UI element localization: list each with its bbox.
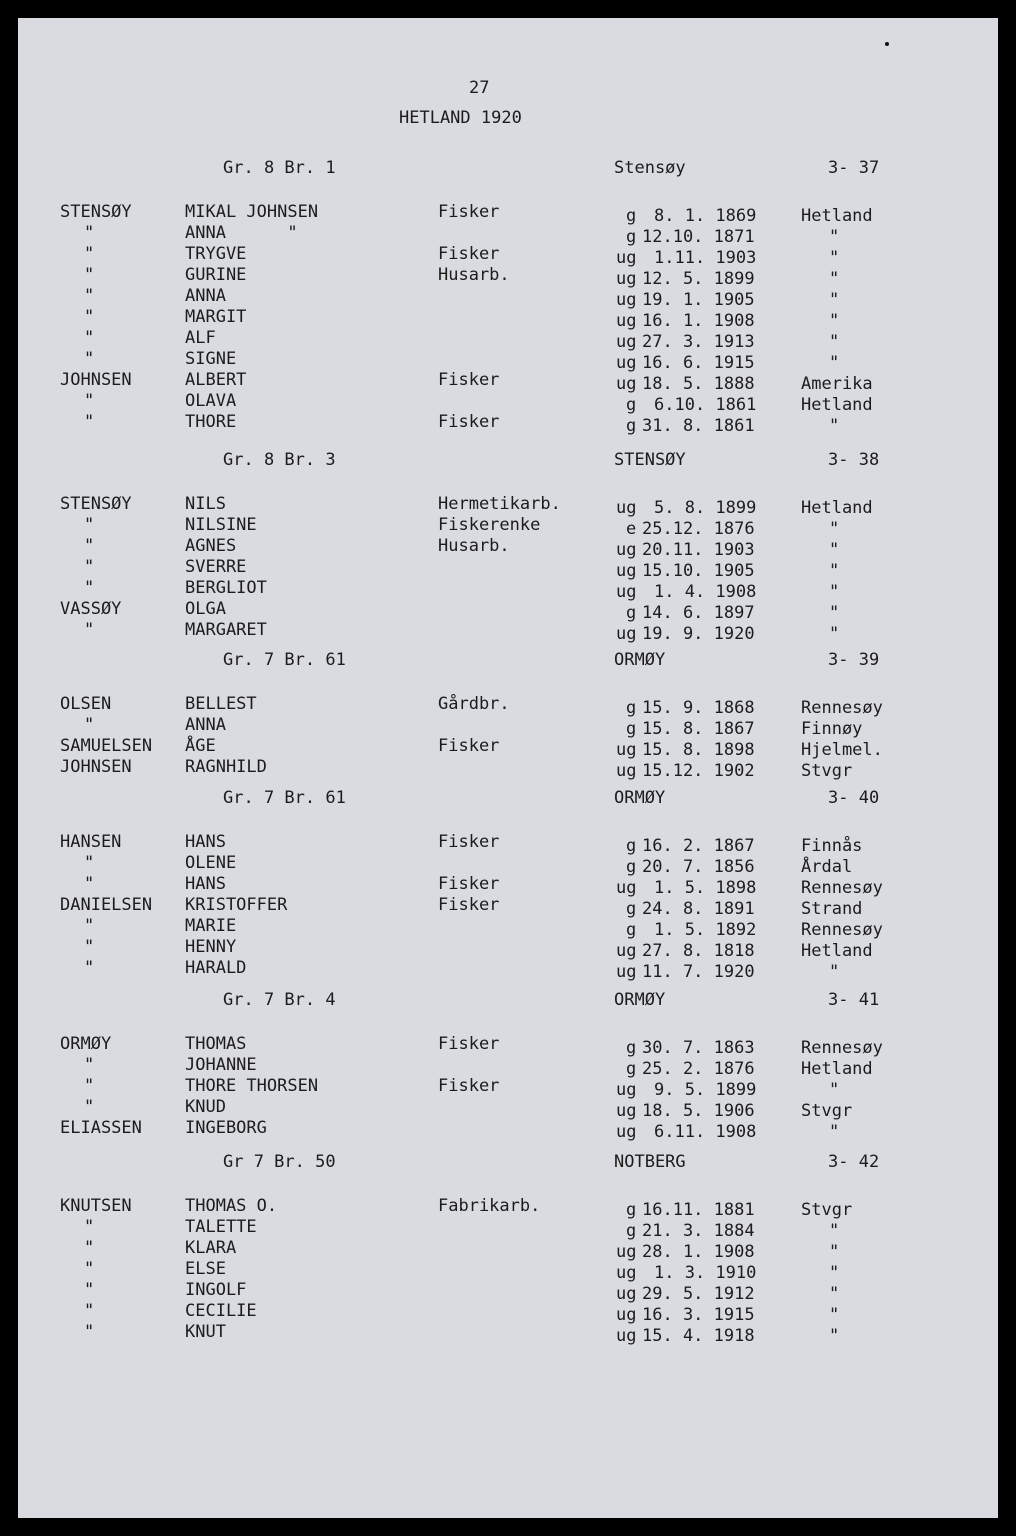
surname-cell: " bbox=[84, 578, 95, 598]
civil-status-cell: ug bbox=[616, 353, 637, 373]
birthplace-cell: " bbox=[829, 1122, 840, 1142]
occupation-cell: Fisker bbox=[438, 1076, 500, 1096]
birth-date-cell: 1. 3. 1910 bbox=[654, 1263, 757, 1283]
surname-cell: " bbox=[84, 412, 95, 432]
civil-status-cell: g bbox=[626, 698, 637, 718]
surname-cell: " bbox=[84, 1217, 95, 1237]
group-label: Gr. 7 Br. 4 bbox=[223, 990, 336, 1010]
birthplace-cell: " bbox=[829, 1080, 840, 1100]
surname-cell: " bbox=[84, 874, 95, 894]
birthplace-cell: " bbox=[829, 624, 840, 644]
civil-status-cell: e bbox=[626, 519, 637, 539]
civil-status-cell: ug bbox=[616, 1305, 637, 1325]
given-name-cell: GURINE bbox=[185, 265, 247, 285]
civil-status-cell: ug bbox=[616, 332, 637, 352]
given-name-cell: OLGA bbox=[185, 599, 226, 619]
given-name-cell: AGNES bbox=[185, 536, 237, 556]
birthplace-cell: Hjelmel. bbox=[801, 740, 883, 760]
surname-cell: VASSØY bbox=[60, 599, 122, 619]
civil-status-cell: ug bbox=[616, 1242, 637, 1262]
given-name-cell: THORE bbox=[185, 412, 237, 432]
birthplace-cell: Stvgr bbox=[801, 1200, 853, 1220]
occupation-cell: Fisker bbox=[438, 874, 500, 894]
surname-cell: " bbox=[84, 557, 95, 577]
birth-date-cell: 19. 9. 1920 bbox=[642, 624, 755, 644]
civil-status-cell: ug bbox=[616, 1101, 637, 1121]
civil-status-cell: ug bbox=[616, 624, 637, 644]
group-ref: 3- 42 bbox=[828, 1152, 880, 1172]
given-name-cell: BELLEST bbox=[185, 694, 257, 714]
occupation-cell: Fabrikarb. bbox=[438, 1196, 541, 1216]
birthplace-cell: " bbox=[829, 561, 840, 581]
group-label: Gr 7 Br. 50 bbox=[223, 1152, 336, 1172]
occupation-cell: Fisker bbox=[438, 832, 500, 852]
civil-status-cell: ug bbox=[616, 761, 637, 781]
civil-status-cell: ug bbox=[616, 269, 637, 289]
surname-cell: " bbox=[84, 244, 95, 264]
surname-cell: " bbox=[84, 1097, 95, 1117]
birthplace-cell: " bbox=[829, 416, 840, 436]
civil-status-cell: ug bbox=[616, 582, 637, 602]
birthplace-cell: Finnås bbox=[801, 836, 863, 856]
occupation-cell: Fisker bbox=[438, 895, 500, 915]
surname-cell: " bbox=[84, 1238, 95, 1258]
given-name-cell: CECILIE bbox=[185, 1301, 257, 1321]
surname-cell: " bbox=[84, 853, 95, 873]
occupation-cell: Fisker bbox=[438, 412, 500, 432]
occupation-cell: Fisker bbox=[438, 370, 500, 390]
surname-cell: " bbox=[84, 1076, 95, 1096]
group-label: Gr. 8 Br. 3 bbox=[223, 450, 336, 470]
given-name-cell: RAGNHILD bbox=[185, 757, 267, 777]
surname-cell: HANSEN bbox=[60, 832, 122, 852]
given-name-cell: ANNA bbox=[185, 715, 226, 735]
birth-date-cell: 18. 5. 1888 bbox=[642, 374, 755, 394]
given-name-cell: SIGNE bbox=[185, 349, 237, 369]
surname-cell: " bbox=[84, 937, 95, 957]
birth-date-cell: 14. 6. 1897 bbox=[642, 603, 755, 623]
given-name-cell: THOMAS O. bbox=[185, 1196, 278, 1216]
birthplace-cell: Strand bbox=[801, 899, 863, 919]
birthplace-cell: Stvgr bbox=[801, 1101, 853, 1121]
birthplace-cell: " bbox=[829, 269, 840, 289]
civil-status-cell: g bbox=[626, 416, 637, 436]
given-name-cell: OLENE bbox=[185, 853, 237, 873]
birth-date-cell: 1. 5. 1898 bbox=[654, 878, 757, 898]
birth-date-cell: 15.10. 1905 bbox=[642, 561, 755, 581]
birth-date-cell: 24. 8. 1891 bbox=[642, 899, 755, 919]
birthplace-cell: Årdal bbox=[801, 857, 853, 877]
given-name-cell: KLARA bbox=[185, 1238, 237, 1258]
given-name-cell: SVERRE bbox=[185, 557, 247, 577]
surname-cell: JOHNSEN bbox=[60, 370, 132, 390]
civil-status-cell: ug bbox=[616, 498, 637, 518]
birthplace-cell: " bbox=[829, 290, 840, 310]
civil-status-cell: ug bbox=[616, 941, 637, 961]
civil-status-cell: g bbox=[626, 1038, 637, 1058]
birthplace-cell: Hetland bbox=[801, 395, 873, 415]
given-name-cell: ALF bbox=[185, 328, 216, 348]
surname-cell: " bbox=[84, 958, 95, 978]
group-ref: 3- 40 bbox=[828, 788, 880, 808]
given-name-cell: INGOLF bbox=[185, 1280, 247, 1300]
birthplace-cell: Amerika bbox=[801, 374, 873, 394]
surname-cell: " bbox=[84, 391, 95, 411]
birthplace-cell: " bbox=[829, 1242, 840, 1262]
occupation-cell: Husarb. bbox=[438, 265, 510, 285]
group-label: Gr. 8 Br. 1 bbox=[223, 158, 336, 178]
surname-cell: " bbox=[84, 307, 95, 327]
group-place: ORMØY bbox=[614, 650, 666, 670]
given-name-cell: MIKAL JOHNSEN bbox=[185, 202, 319, 222]
birth-date-cell: 6.11. 1908 bbox=[654, 1122, 757, 1142]
birth-date-cell: 20. 7. 1856 bbox=[642, 857, 755, 877]
page-number: 27 bbox=[469, 78, 490, 98]
birthplace-cell: " bbox=[829, 582, 840, 602]
birth-date-cell: 11. 7. 1920 bbox=[642, 962, 755, 982]
given-name-cell: MARGIT bbox=[185, 307, 247, 327]
group-ref: 3- 39 bbox=[828, 650, 880, 670]
group-place: NOTBERG bbox=[614, 1152, 686, 1172]
birth-date-cell: 9. 5. 1899 bbox=[654, 1080, 757, 1100]
civil-status-cell: ug bbox=[616, 1284, 637, 1304]
given-name-cell: ÅGE bbox=[185, 736, 216, 756]
birthplace-cell: " bbox=[829, 353, 840, 373]
birth-date-cell: 29. 5. 1912 bbox=[642, 1284, 755, 1304]
given-name-cell: NILSINE bbox=[185, 515, 257, 535]
birthplace-cell: " bbox=[829, 1326, 840, 1346]
birthplace-cell: " bbox=[829, 540, 840, 560]
civil-status-cell: ug bbox=[616, 1080, 637, 1100]
surname-cell: " bbox=[84, 715, 95, 735]
given-name-cell: MARIE bbox=[185, 916, 237, 936]
surname-cell: ELIASSEN bbox=[60, 1118, 142, 1138]
surname-cell: " bbox=[84, 620, 95, 640]
occupation-cell: Husarb. bbox=[438, 536, 510, 556]
occupation-cell: Fisker bbox=[438, 1034, 500, 1054]
occupation-cell: Fisker bbox=[438, 736, 500, 756]
surname-cell: ORMØY bbox=[60, 1034, 112, 1054]
surname-cell: " bbox=[84, 328, 95, 348]
group-ref: 3- 41 bbox=[828, 990, 880, 1010]
birthplace-cell: Rennesøy bbox=[801, 920, 883, 940]
civil-status-cell: g bbox=[626, 603, 637, 623]
birth-date-cell: 15. 4. 1918 bbox=[642, 1326, 755, 1346]
birth-date-cell: 16. 6. 1915 bbox=[642, 353, 755, 373]
birthplace-cell: Stvgr bbox=[801, 761, 853, 781]
surname-cell: " bbox=[84, 349, 95, 369]
birth-date-cell: 6.10. 1861 bbox=[654, 395, 757, 415]
birth-date-cell: 25.12. 1876 bbox=[642, 519, 755, 539]
surname-cell: DANIELSEN bbox=[60, 895, 153, 915]
group-place: STENSØY bbox=[614, 450, 686, 470]
birth-date-cell: 15.12. 1902 bbox=[642, 761, 755, 781]
civil-status-cell: g bbox=[626, 206, 637, 226]
given-name-cell: ALBERT bbox=[185, 370, 247, 390]
civil-status-cell: ug bbox=[616, 878, 637, 898]
given-name-cell: ANNA " bbox=[185, 223, 298, 243]
birthplace-cell: " bbox=[829, 332, 840, 352]
occupation-cell: Hermetikarb. bbox=[438, 494, 561, 514]
occupation-cell: Fiskerenke bbox=[438, 515, 541, 535]
birth-date-cell: 1. 5. 1892 bbox=[654, 920, 757, 940]
birth-date-cell: 12.10. 1871 bbox=[642, 227, 755, 247]
surname-cell: OLSEN bbox=[60, 694, 112, 714]
birthplace-cell: Hetland bbox=[801, 206, 873, 226]
ink-speck bbox=[885, 42, 889, 46]
given-name-cell: OLAVA bbox=[185, 391, 237, 411]
civil-status-cell: ug bbox=[616, 561, 637, 581]
birthplace-cell: " bbox=[829, 1221, 840, 1241]
given-name-cell: THORE THORSEN bbox=[185, 1076, 319, 1096]
civil-status-cell: ug bbox=[616, 311, 637, 331]
birth-date-cell: 20.11. 1903 bbox=[642, 540, 755, 560]
surname-cell: SAMUELSEN bbox=[60, 736, 153, 756]
surname-cell: STENSØY bbox=[60, 494, 132, 514]
given-name-cell: KNUT bbox=[185, 1322, 226, 1342]
civil-status-cell: g bbox=[626, 920, 637, 940]
birthplace-cell: Rennesøy bbox=[801, 878, 883, 898]
surname-cell: " bbox=[84, 536, 95, 556]
given-name-cell: HARALD bbox=[185, 958, 247, 978]
birth-date-cell: 15. 8. 1898 bbox=[642, 740, 755, 760]
civil-status-cell: ug bbox=[616, 374, 637, 394]
census-page bbox=[18, 18, 998, 1518]
given-name-cell: KNUD bbox=[185, 1097, 226, 1117]
civil-status-cell: ug bbox=[616, 962, 637, 982]
birth-date-cell: 1. 4. 1908 bbox=[654, 582, 757, 602]
group-ref: 3- 37 bbox=[828, 158, 880, 178]
given-name-cell: THOMAS bbox=[185, 1034, 247, 1054]
birth-date-cell: 15. 9. 1868 bbox=[642, 698, 755, 718]
surname-cell: " bbox=[84, 223, 95, 243]
civil-status-cell: g bbox=[626, 1200, 637, 1220]
group-place: ORMØY bbox=[614, 788, 666, 808]
civil-status-cell: ug bbox=[616, 248, 637, 268]
birth-date-cell: 21. 3. 1884 bbox=[642, 1221, 755, 1241]
civil-status-cell: ug bbox=[616, 1122, 637, 1142]
birthplace-cell: " bbox=[829, 248, 840, 268]
civil-status-cell: g bbox=[626, 227, 637, 247]
given-name-cell: MARGARET bbox=[185, 620, 267, 640]
occupation-cell: Fisker bbox=[438, 244, 500, 264]
occupation-cell: Fisker bbox=[438, 202, 500, 222]
civil-status-cell: g bbox=[626, 1221, 637, 1241]
group-label: Gr. 7 Br. 61 bbox=[223, 650, 346, 670]
given-name-cell: JOHANNE bbox=[185, 1055, 257, 1075]
civil-status-cell: ug bbox=[616, 540, 637, 560]
birth-date-cell: 16. 3. 1915 bbox=[642, 1305, 755, 1325]
given-name-cell: HANS bbox=[185, 832, 226, 852]
civil-status-cell: g bbox=[626, 899, 637, 919]
civil-status-cell: g bbox=[626, 719, 637, 739]
birthplace-cell: " bbox=[829, 519, 840, 539]
birth-date-cell: 5. 8. 1899 bbox=[654, 498, 757, 518]
birth-date-cell: 12. 5. 1899 bbox=[642, 269, 755, 289]
birthplace-cell: " bbox=[829, 603, 840, 623]
surname-cell: " bbox=[84, 515, 95, 535]
surname-cell: " bbox=[84, 1280, 95, 1300]
birthplace-cell: " bbox=[829, 1305, 840, 1325]
given-name-cell: ELSE bbox=[185, 1259, 226, 1279]
civil-status-cell: ug bbox=[616, 740, 637, 760]
civil-status-cell: g bbox=[626, 836, 637, 856]
birth-date-cell: 16. 1. 1908 bbox=[642, 311, 755, 331]
surname-cell: KNUTSEN bbox=[60, 1196, 132, 1216]
birthplace-cell: Rennesøy bbox=[801, 698, 883, 718]
birthplace-cell: " bbox=[829, 1284, 840, 1304]
civil-status-cell: ug bbox=[616, 1263, 637, 1283]
birth-date-cell: 28. 1. 1908 bbox=[642, 1242, 755, 1262]
given-name-cell: NILS bbox=[185, 494, 226, 514]
civil-status-cell: g bbox=[626, 857, 637, 877]
birth-date-cell: 27. 8. 1818 bbox=[642, 941, 755, 961]
birth-date-cell: 1.11. 1903 bbox=[654, 248, 757, 268]
birth-date-cell: 16.11. 1881 bbox=[642, 1200, 755, 1220]
birth-date-cell: 30. 7. 1863 bbox=[642, 1038, 755, 1058]
group-place: ORMØY bbox=[614, 990, 666, 1010]
birth-date-cell: 27. 3. 1913 bbox=[642, 332, 755, 352]
birthplace-cell: Hetland bbox=[801, 1059, 873, 1079]
surname-cell: " bbox=[84, 1055, 95, 1075]
birthplace-cell: Hetland bbox=[801, 941, 873, 961]
birthplace-cell: " bbox=[829, 962, 840, 982]
surname-cell: " bbox=[84, 1301, 95, 1321]
surname-cell: " bbox=[84, 1322, 95, 1342]
group-label: Gr. 7 Br. 61 bbox=[223, 788, 346, 808]
civil-status-cell: ug bbox=[616, 290, 637, 310]
birthplace-cell: " bbox=[829, 1263, 840, 1283]
birthplace-cell: " bbox=[829, 311, 840, 331]
civil-status-cell: ug bbox=[616, 1326, 637, 1346]
surname-cell: " bbox=[84, 1259, 95, 1279]
birth-date-cell: 31. 8. 1861 bbox=[642, 416, 755, 436]
birthplace-cell: " bbox=[829, 227, 840, 247]
birth-date-cell: 18. 5. 1906 bbox=[642, 1101, 755, 1121]
birthplace-cell: Finnøy bbox=[801, 719, 863, 739]
given-name-cell: HENNY bbox=[185, 937, 237, 957]
group-place: Stensøy bbox=[614, 158, 686, 178]
given-name-cell: ANNA bbox=[185, 286, 226, 306]
given-name-cell: KRISTOFFER bbox=[185, 895, 288, 915]
surname-cell: " bbox=[84, 916, 95, 936]
group-ref: 3- 38 bbox=[828, 450, 880, 470]
given-name-cell: HANS bbox=[185, 874, 226, 894]
surname-cell: JOHNSEN bbox=[60, 757, 132, 777]
birth-date-cell: 19. 1. 1905 bbox=[642, 290, 755, 310]
given-name-cell: BERGLIOT bbox=[185, 578, 267, 598]
given-name-cell: INGEBORG bbox=[185, 1118, 267, 1138]
birth-date-cell: 8. 1. 1869 bbox=[654, 206, 757, 226]
occupation-cell: Gårdbr. bbox=[438, 694, 510, 714]
surname-cell: " bbox=[84, 286, 95, 306]
birth-date-cell: 16. 2. 1867 bbox=[642, 836, 755, 856]
given-name-cell: TALETTE bbox=[185, 1217, 257, 1237]
given-name-cell: TRYGVE bbox=[185, 244, 247, 264]
surname-cell: STENSØY bbox=[60, 202, 132, 222]
page-title: HETLAND 1920 bbox=[399, 108, 522, 128]
birthplace-cell: Hetland bbox=[801, 498, 873, 518]
birthplace-cell: Rennesøy bbox=[801, 1038, 883, 1058]
birth-date-cell: 25. 2. 1876 bbox=[642, 1059, 755, 1079]
birth-date-cell: 15. 8. 1867 bbox=[642, 719, 755, 739]
civil-status-cell: g bbox=[626, 1059, 637, 1079]
surname-cell: " bbox=[84, 265, 95, 285]
civil-status-cell: g bbox=[626, 395, 637, 415]
